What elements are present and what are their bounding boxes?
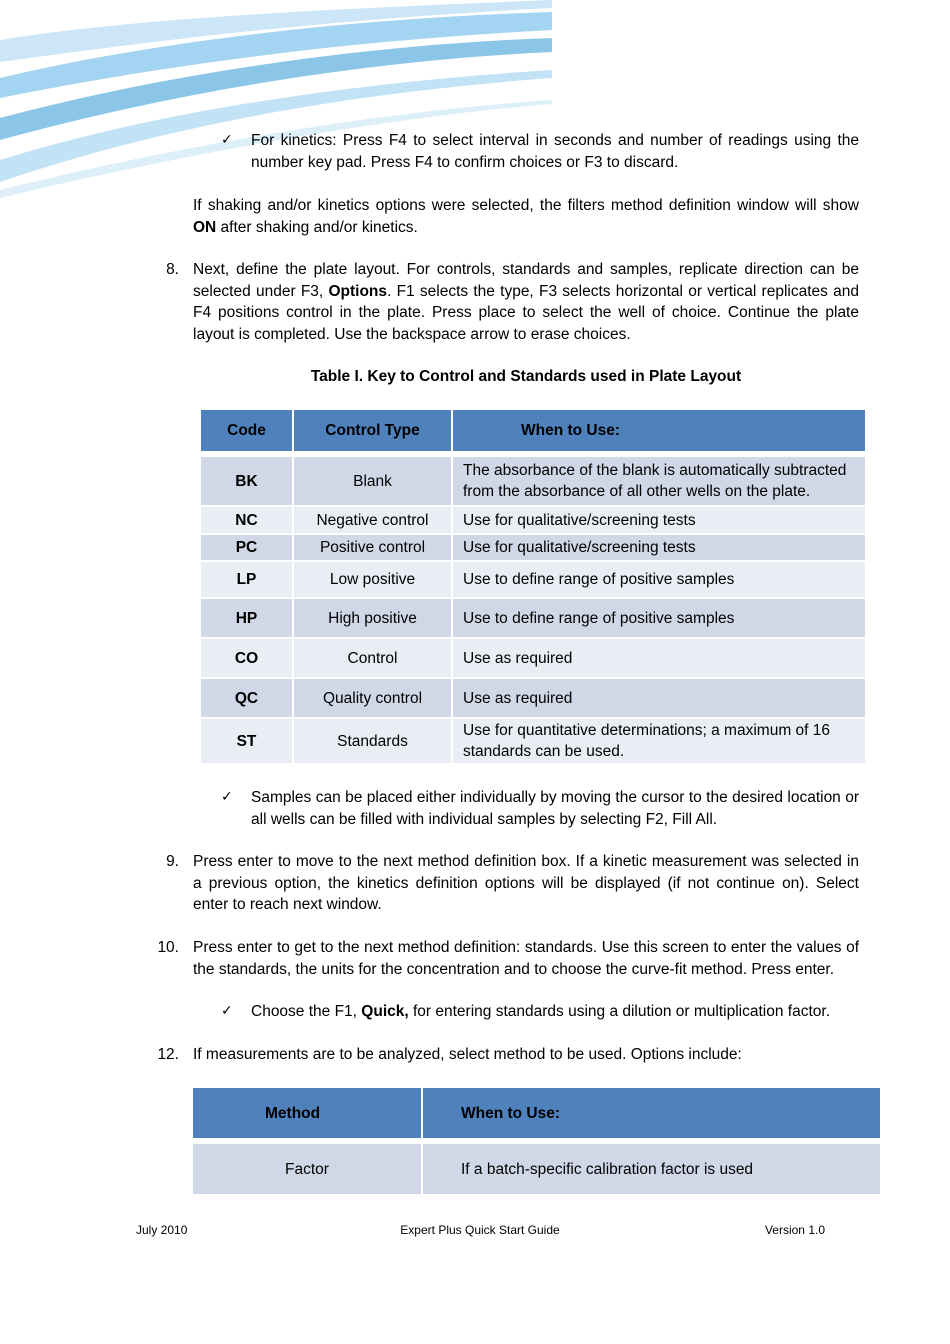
- shaking-note: If shaking and/or kinetics options were selected, the filters method definition window will show ON after shaking and/or kinetics.: [193, 197, 859, 236]
- row-type: Low positive: [294, 562, 451, 597]
- table-row: [201, 562, 865, 597]
- row-use: Use for quantitative determinations; a maximum of 16 standards can be used.: [453, 719, 865, 763]
- step-12-number: 12.: [157, 1046, 179, 1063]
- table-row: [193, 1144, 880, 1194]
- header-method: Method: [193, 1088, 421, 1138]
- step-9-text: Press enter to move to the next method definition box. If a kinetic measurement was selected in a previous option, the kinetics definition options will be displayed (if not continue on). Select enter to reach next window.: [193, 853, 859, 913]
- row-type: Negative control: [294, 507, 451, 533]
- row-code: PC: [235, 539, 258, 556]
- table-row: [201, 599, 865, 637]
- step-8-text: Next, define the plate layout. For controls, standards and samples, replicate direction can be selected under F3, Options. F1 selects the type, F3 selects horizontal or vertical replicates and F4 positions control in the plate. Press place to select the well of choice. Continue the plate layout is completed. Use the backspace arrow to erase choices.: [193, 261, 859, 343]
- header-when-to-use: When to Use:: [423, 1088, 880, 1138]
- checkmark-icon: ✓: [221, 1003, 233, 1019]
- header-control-type: Control Type: [294, 410, 451, 451]
- step-10-number: 10.: [157, 939, 179, 956]
- footer-date: July 2010: [136, 1223, 188, 1237]
- row-code: BK: [235, 472, 258, 490]
- row-code: CO: [234, 649, 259, 667]
- footer-title: Expert Plus Quick Start Guide: [400, 1223, 560, 1237]
- samples-bullet-text: Samples can be placed either individually by moving the cursor to the desired location or all wells can be filled with individual samples by selecting F2, Fill All.: [251, 789, 859, 828]
- checkmark-icon: ✓: [221, 789, 233, 805]
- row-type: Quality control: [294, 679, 451, 717]
- control-standards-table: [199, 408, 867, 765]
- row-use: Use for qualitative/screening tests: [453, 507, 865, 533]
- quick-bullet-text: Choose the F1, Quick, for entering standards using a dilution or multiplication factor.: [251, 1003, 831, 1020]
- table-row: [201, 719, 865, 763]
- row-type: Positive control: [294, 535, 451, 560]
- row-type: Standards: [294, 719, 451, 763]
- table-row: [201, 679, 865, 717]
- footer-version: Version 1.0: [764, 1223, 825, 1237]
- row-use: Use to define range of positive samples: [453, 599, 865, 637]
- table-header-row: [201, 410, 865, 451]
- table-row: [201, 457, 865, 505]
- row-code: ST: [236, 732, 257, 750]
- row-use: Use for qualitative/screening tests: [453, 535, 865, 560]
- header-when-to-use: When to Use:: [453, 410, 865, 451]
- step-8-number: 8.: [166, 261, 179, 278]
- step-12-text: If measurements are to be analyzed, select method to be used. Options include:: [193, 1046, 742, 1063]
- row-code: QC: [234, 689, 259, 707]
- row-type: Blank: [294, 457, 451, 505]
- step-10-text: Press enter to get to the next method definition: standards. Use this screen to enter the values of the standards, the units for the concentration and to choose the curve-fit method. Press enter.: [193, 939, 859, 978]
- row-use: Use as required: [453, 639, 865, 677]
- step-9-number: 9.: [166, 853, 179, 870]
- row-type: Control: [294, 639, 451, 677]
- kinetics-bullet-text: For kinetics: Press F4 to select interval in seconds and number of readings using the number key pad. Press F4 to confirm choices or F3 to discard.: [251, 132, 859, 171]
- table-header-row: [193, 1088, 880, 1138]
- analysis-method-table: [191, 1086, 882, 1196]
- table-caption: Table I. Key to Control and Standards used in Plate Layout: [310, 368, 742, 385]
- row-code: LP: [236, 571, 257, 588]
- row-type: High positive: [294, 599, 451, 637]
- row-use: Use to define range of positive samples: [453, 562, 865, 597]
- table-row: [201, 535, 865, 560]
- checkmark-icon: ✓: [221, 132, 233, 148]
- row-use: The absorbance of the blank is automatically subtracted from the absorbance of all other wells on the plate.: [453, 457, 865, 505]
- row-code: NC: [235, 511, 258, 529]
- row-use: Use as required: [453, 679, 865, 717]
- row-use: If a batch-specific calibration factor is used: [423, 1144, 880, 1194]
- header-code: Code: [201, 410, 292, 451]
- row-code: HP: [235, 609, 258, 627]
- row-method: Factor: [193, 1144, 421, 1194]
- table-row: [201, 507, 865, 533]
- table-row: [201, 639, 865, 677]
